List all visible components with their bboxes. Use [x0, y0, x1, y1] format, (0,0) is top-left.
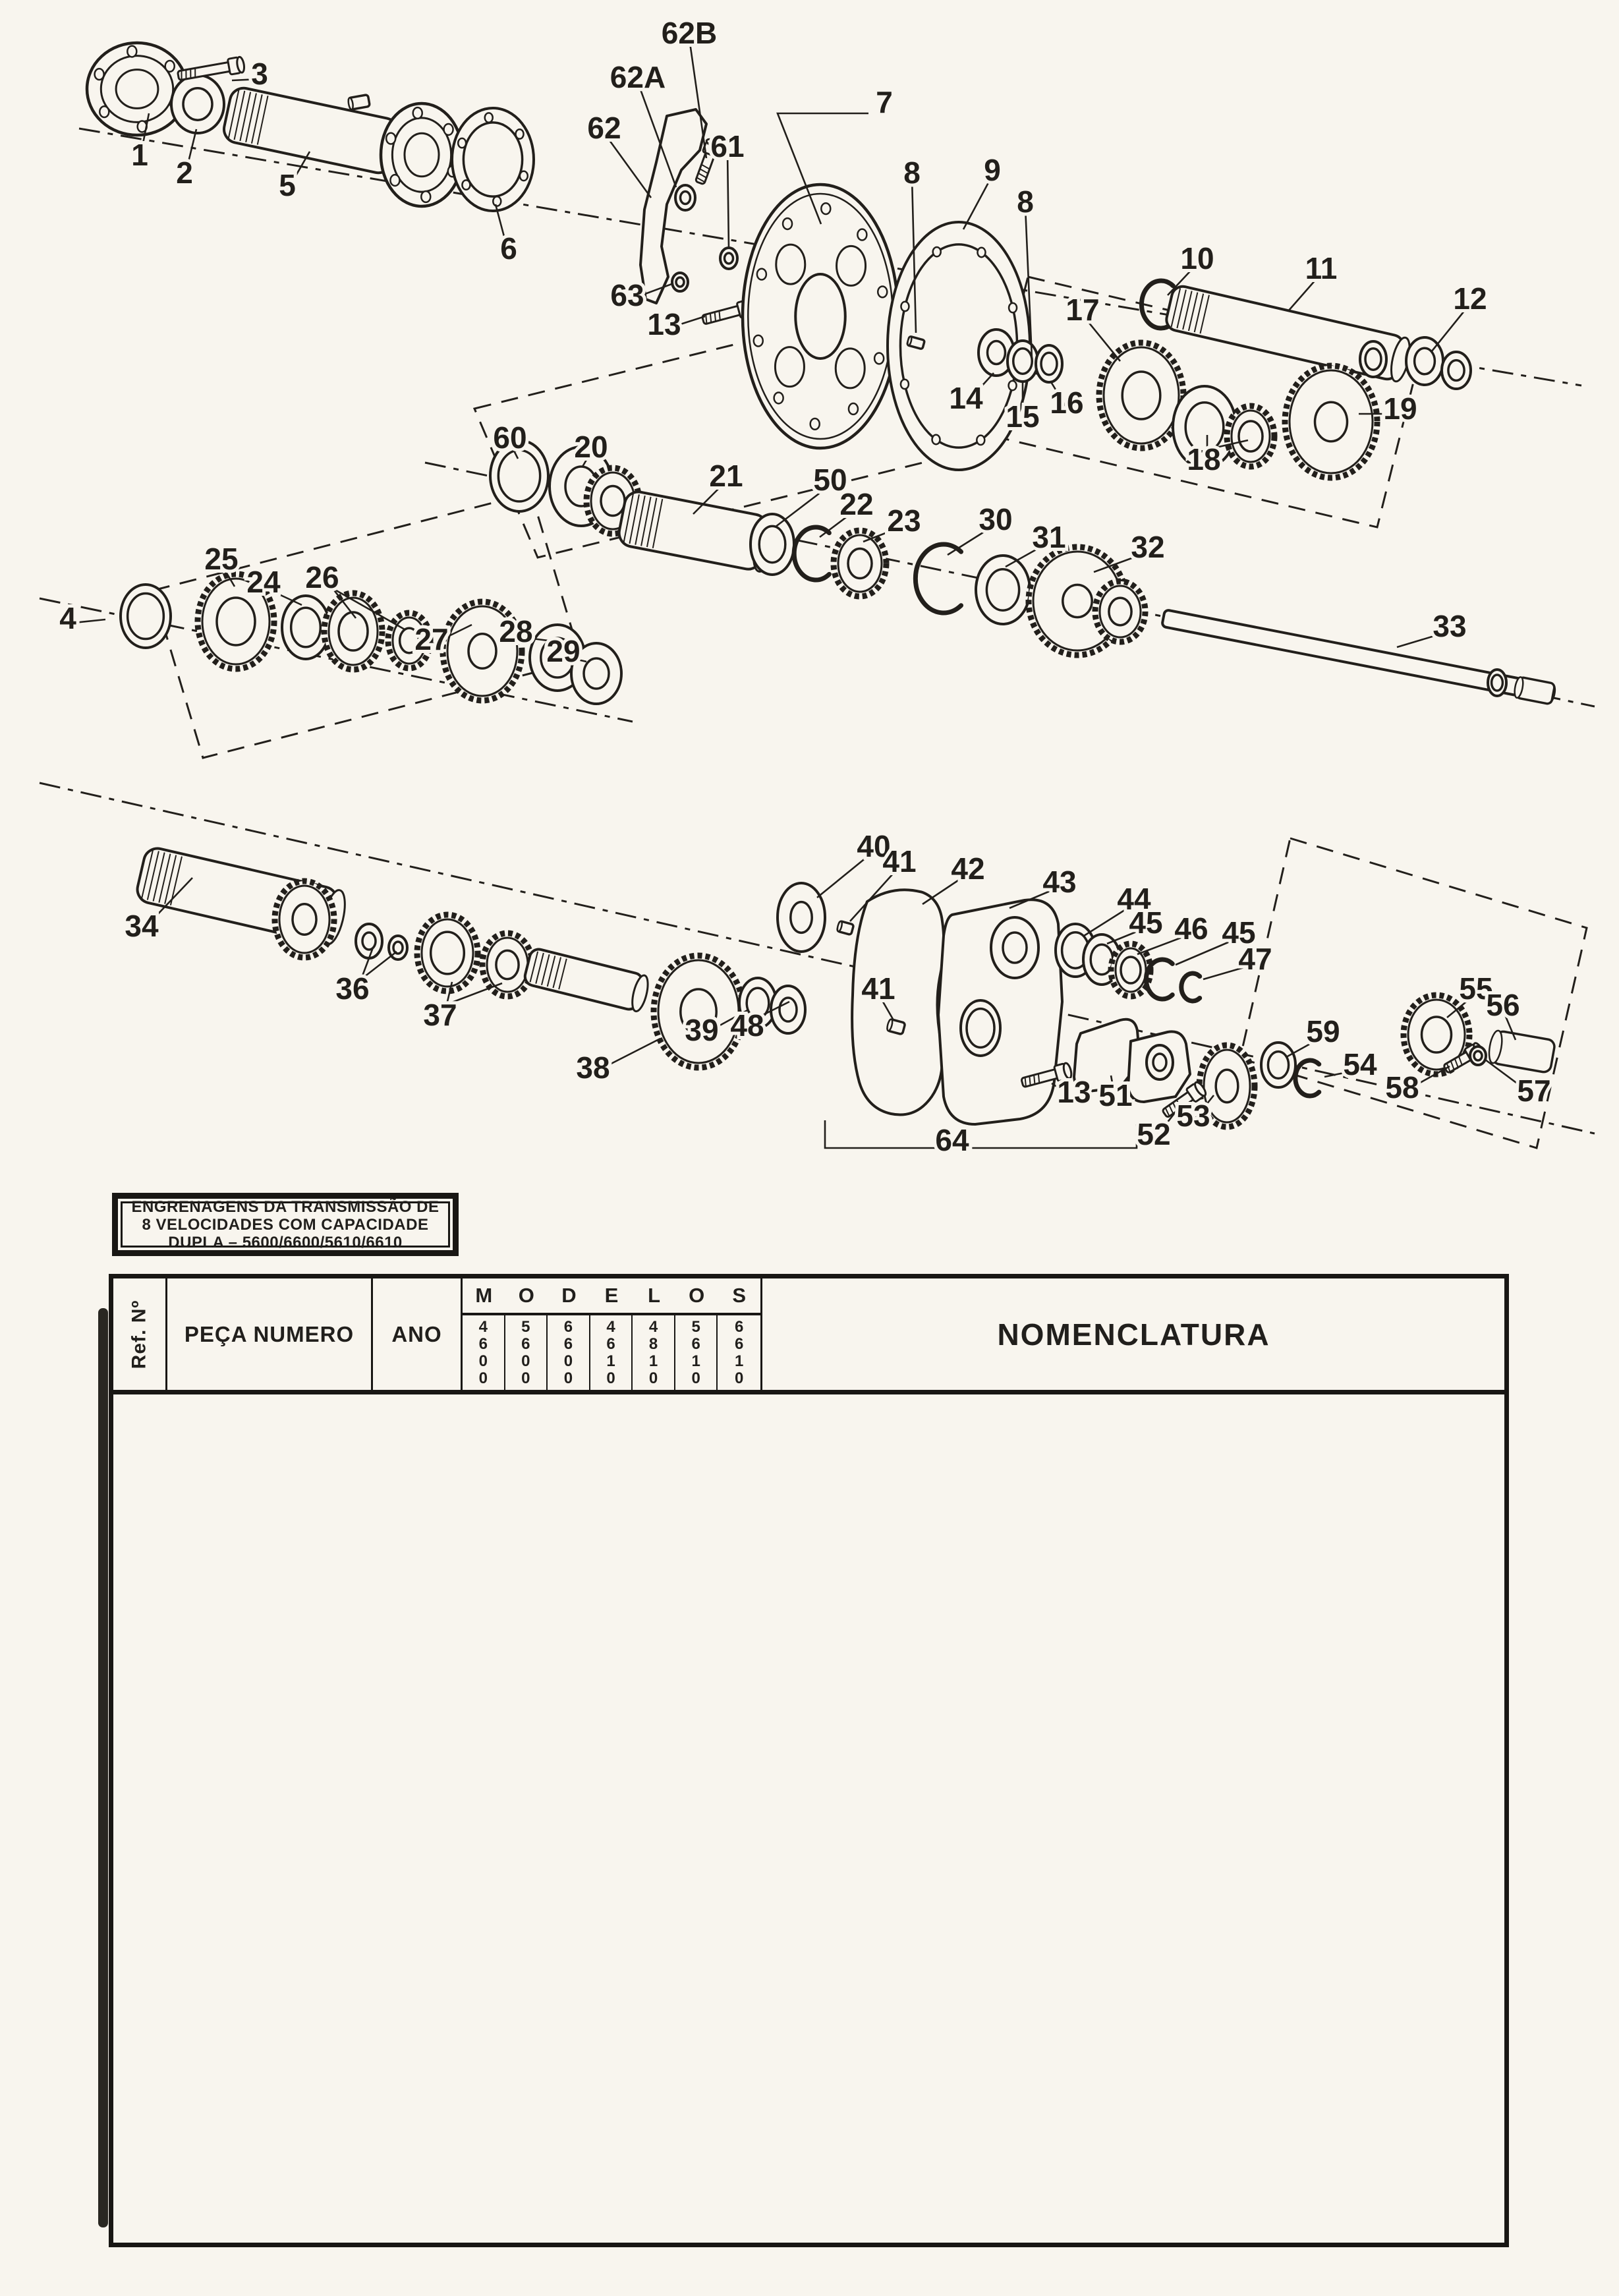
- callout-number: 56: [1486, 988, 1520, 1022]
- model-code-6610: 6 6 1 0: [735, 1318, 744, 1387]
- callout-number: 3: [251, 57, 268, 91]
- callout-number: 41: [882, 844, 917, 878]
- callout-number: 31: [1032, 520, 1066, 554]
- callout-number: 7: [876, 85, 893, 119]
- models-codes-row: [463, 1315, 760, 1390]
- model-code-4600: 4 6 0 0: [463, 1315, 505, 1390]
- callout-number: 62B: [661, 16, 718, 50]
- models-letter: S: [732, 1284, 747, 1307]
- model-code-5610: 5 6 1 0: [675, 1315, 718, 1390]
- callout-number: 55: [1459, 971, 1493, 1006]
- callout-number: 10: [1180, 241, 1214, 275]
- part-number-header: [167, 1278, 373, 1390]
- callout-number: 44: [1117, 882, 1151, 916]
- callout-number: 13: [1057, 1075, 1091, 1109]
- model-code-6600: 6 6 0 0: [548, 1315, 590, 1390]
- models-letter: O: [518, 1284, 534, 1307]
- title-box-inner: [121, 1197, 450, 1251]
- callout-number: 32: [1131, 530, 1165, 564]
- callout-number: 18: [1187, 442, 1221, 476]
- callout-number: 16: [1050, 386, 1084, 420]
- callout-number: 19: [1383, 391, 1417, 426]
- callout-number: 36: [335, 971, 370, 1006]
- models-letter: M: [475, 1284, 493, 1307]
- callout-number: 57: [1517, 1074, 1551, 1108]
- nomenclature-header-label: NOMENCLATURA: [997, 1317, 1270, 1352]
- callout-number: 34: [125, 909, 159, 943]
- callout-number: 27: [414, 622, 449, 656]
- callout-number: 63: [610, 278, 644, 312]
- callout-number: 4: [59, 601, 76, 635]
- callout-number: 60: [493, 420, 527, 455]
- callout-number: 8: [1017, 185, 1034, 219]
- title-line-3: DUPLA – 5600/6600/5610/6610: [168, 1233, 403, 1251]
- callout-number: 11: [1305, 251, 1338, 285]
- callout-number: 54: [1343, 1047, 1377, 1081]
- callout-number: 50: [813, 463, 847, 497]
- callout-number: 45: [1129, 905, 1163, 940]
- part-number-header-label: PEÇA NUMERO: [184, 1321, 355, 1346]
- callout-number: 28: [499, 614, 533, 648]
- models-letter: L: [648, 1284, 661, 1307]
- callout-number: 58: [1385, 1070, 1419, 1105]
- callout-number: 26: [305, 560, 339, 594]
- models-header-wrap: [463, 1278, 760, 1390]
- year-header-label: ANO: [391, 1321, 442, 1346]
- model-code-5600: 5 6 0 0: [505, 1315, 548, 1390]
- callout-number: 21: [709, 459, 743, 493]
- model-code-4810: 4 8 1 0: [633, 1315, 675, 1390]
- callout-number: 59: [1306, 1014, 1340, 1048]
- callout-number: 17: [1065, 293, 1100, 327]
- ref-number-header-label: Ref. Nº: [128, 1300, 150, 1369]
- callout-number: 38: [576, 1050, 610, 1085]
- callout-number: 2: [176, 156, 193, 190]
- title-line-2: 8 VELOCIDADES COM CAPACIDADE: [142, 1215, 429, 1234]
- callout-number: 48: [730, 1008, 764, 1043]
- callout-number: 1: [131, 138, 148, 172]
- callout-number: 62: [587, 111, 621, 145]
- callout-number: 13: [647, 307, 681, 341]
- callout-number: 40: [857, 829, 891, 863]
- table-header: [113, 1278, 1504, 1394]
- callout-number: 25: [204, 542, 239, 576]
- models-letter: D: [561, 1284, 577, 1307]
- models-header: [463, 1278, 762, 1390]
- model-code-4610: 4 6 1 0: [590, 1315, 633, 1390]
- callout-number: 14: [949, 381, 983, 415]
- scan-gutter-shadow: [98, 1308, 108, 2227]
- callout-number: 51: [1098, 1078, 1133, 1112]
- nomenclature-header: [763, 1278, 1504, 1390]
- models-letters-row: [463, 1278, 760, 1315]
- callout-number: 37: [423, 998, 457, 1032]
- callout-number: 52: [1137, 1117, 1171, 1151]
- title-box: [112, 1193, 459, 1256]
- models-letter: E: [604, 1284, 619, 1307]
- callout-number: 43: [1042, 865, 1077, 899]
- callout-number: 33: [1433, 609, 1467, 643]
- callout-number: 20: [574, 430, 608, 464]
- title-line-1: ENGRENAGENS DA TRANSMISSÃO DE: [131, 1197, 440, 1216]
- callout-number: 41: [861, 971, 895, 1006]
- callout-number: 39: [685, 1013, 719, 1047]
- callout-number: 46: [1174, 911, 1208, 946]
- callout-number: 12: [1453, 281, 1487, 316]
- callout-number: 9: [984, 153, 1001, 187]
- callout-number: 8: [903, 156, 921, 190]
- callout-number: 30: [979, 502, 1013, 536]
- callout-number: 22: [839, 487, 874, 521]
- callout-number: 62A: [610, 60, 666, 94]
- callout-number: 15: [1006, 399, 1040, 434]
- callout-number: 29: [546, 634, 581, 668]
- ref-number-header: [113, 1278, 167, 1390]
- models-letter: O: [689, 1284, 705, 1307]
- callout-number: 47: [1238, 942, 1272, 976]
- callout-number: 6: [500, 231, 517, 266]
- callout-number: 45: [1222, 915, 1256, 950]
- callout-number: 61: [710, 129, 745, 163]
- callout-number: 53: [1176, 1099, 1210, 1133]
- callout-number: 24: [246, 565, 281, 599]
- year-header: [373, 1278, 463, 1390]
- callout-number: 64: [935, 1123, 969, 1157]
- callout-number: 23: [887, 503, 921, 538]
- callout-number: 42: [951, 851, 985, 886]
- parts-table: [109, 1274, 1509, 2247]
- callout-number: 5: [279, 168, 296, 202]
